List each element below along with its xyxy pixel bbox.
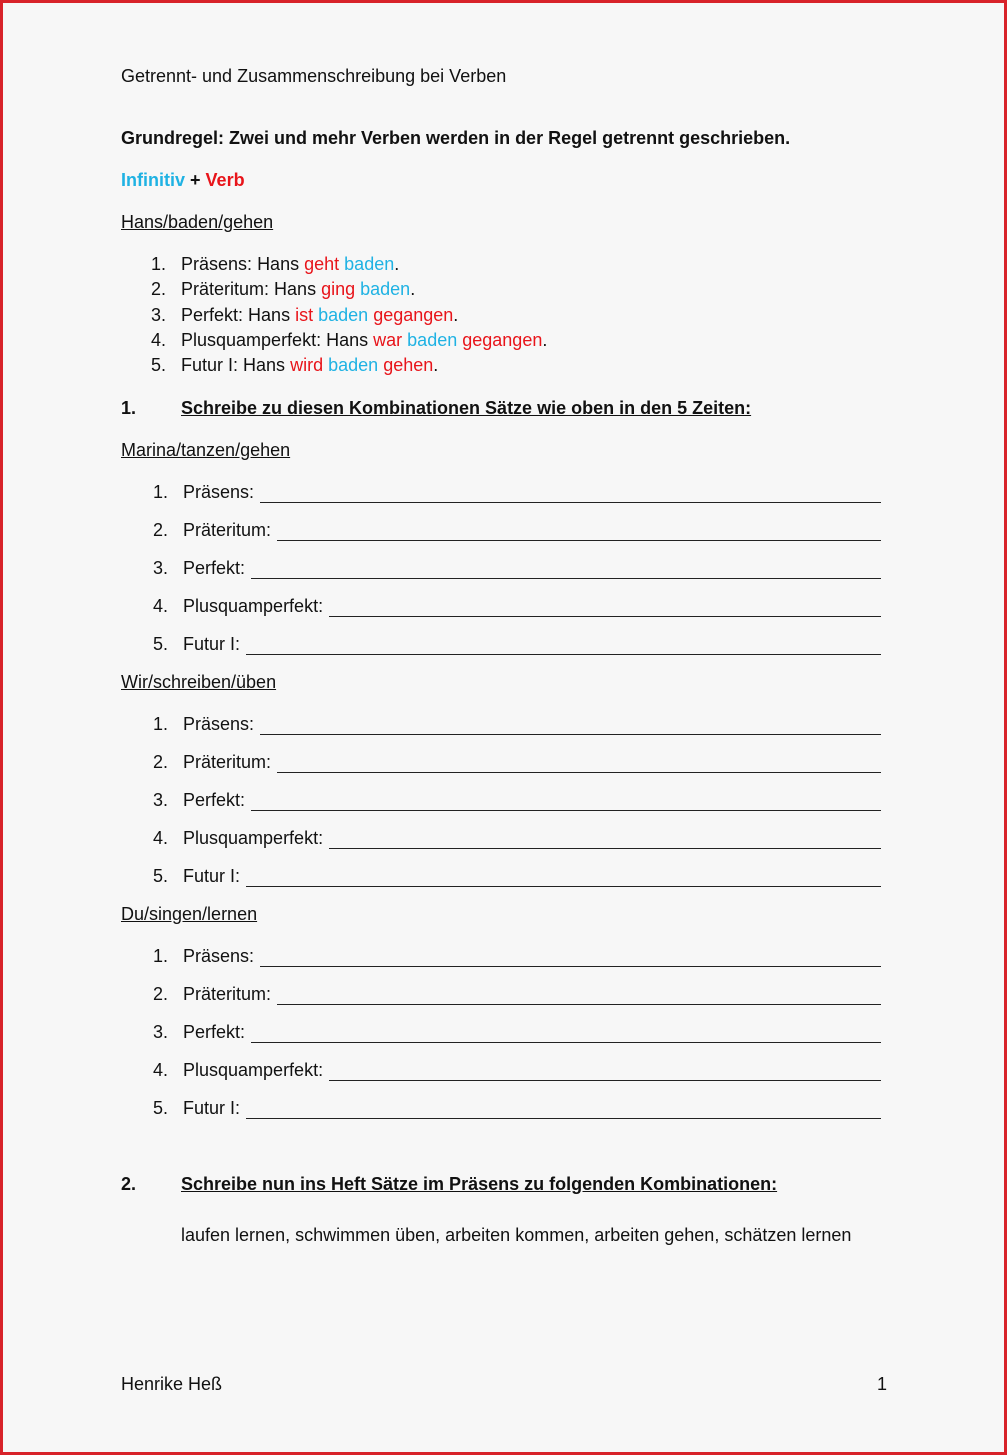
task1-title: Schreibe zu diesen Kombinationen Sätze wie oben in den 5 Zeiten:	[181, 398, 752, 418]
grundregel: Grundregel: Zwei und mehr Verben werden in der Regel getrennt geschrieben.	[121, 128, 791, 148]
example-line-word: ist	[295, 304, 314, 325]
answer-line	[153, 983, 881, 1005]
answer-blank[interactable]	[329, 830, 881, 849]
task1-number: 1.	[121, 398, 137, 418]
answer-line-number: 2.	[153, 520, 169, 540]
answer-line-label: Perfekt:	[183, 790, 246, 810]
example-line-number: 4.	[151, 329, 167, 350]
answer-line-number: 4.	[153, 596, 169, 616]
answer-line	[153, 945, 881, 967]
answer-line-label: Präsens:	[183, 946, 255, 966]
answer-line	[153, 519, 881, 541]
formula	[121, 169, 245, 191]
answer-line-label: Perfekt:	[183, 558, 246, 578]
answer-line-number: 5.	[153, 866, 169, 886]
group-heading: Du/singen/lernen	[121, 904, 258, 924]
answer-line	[153, 789, 881, 811]
answer-blank[interactable]	[260, 948, 881, 967]
example-line-word: gehen	[383, 355, 434, 376]
answer-line-number: 3.	[153, 1022, 169, 1042]
example-line-word: Hans	[274, 279, 317, 300]
example-line	[151, 278, 415, 300]
formula-verb: Verb	[205, 170, 245, 190]
answer-blank[interactable]	[260, 484, 881, 503]
answer-blank[interactable]	[277, 986, 881, 1005]
answer-line-label: Präteritum:	[183, 520, 272, 540]
example-line-word: Hans	[243, 355, 286, 376]
answer-line-number: 4.	[153, 1060, 169, 1080]
answer-line-number: 2.	[153, 752, 169, 772]
answer-line-number: 2.	[153, 984, 169, 1004]
example-line	[151, 329, 547, 351]
example-heading: Hans/baden/gehen	[121, 212, 274, 232]
example-line-word: wird	[290, 355, 324, 376]
answer-line	[153, 1097, 881, 1119]
answer-line	[153, 827, 881, 849]
group-heading: Marina/tanzen/gehen	[121, 440, 291, 460]
answer-line-number: 5.	[153, 1098, 169, 1118]
answer-line	[153, 557, 881, 579]
answer-blank[interactable]	[329, 598, 881, 617]
example-line-number: 1.	[151, 254, 167, 274]
example-line-word: baden	[318, 304, 369, 325]
example-line-word: Hans	[257, 254, 300, 274]
example-line-word: ging	[321, 279, 356, 300]
answer-line-label: Futur I:	[183, 866, 241, 886]
footer-page-number: 1	[877, 1374, 888, 1394]
task2-number: 2.	[121, 1174, 137, 1194]
example-line-number: 5.	[151, 355, 167, 376]
example-line-tense: Futur I:	[181, 355, 239, 376]
example-line-word: baden	[360, 279, 411, 300]
answer-line	[153, 865, 881, 887]
example-line-word: .	[542, 329, 548, 350]
answer-line-label: Plusquamperfekt:	[183, 596, 324, 616]
answer-line-number: 3.	[153, 790, 169, 810]
example-line-tense: Präsens:	[181, 254, 253, 274]
answer-line-number: 5.	[153, 634, 169, 654]
answer-line-label: Präteritum:	[183, 984, 272, 1004]
example-line-number: 2.	[151, 279, 167, 300]
formula-infinitiv: Infinitiv	[121, 170, 185, 190]
answer-line-number: 1.	[153, 714, 169, 734]
answer-line-label: Futur I:	[183, 634, 241, 654]
example-line-word: war	[373, 329, 403, 350]
answer-blank[interactable]	[260, 716, 881, 735]
example-line-word: baden	[328, 355, 379, 376]
example-line-word: Hans	[248, 304, 291, 325]
example-line-word: Hans	[326, 329, 369, 350]
answer-blank[interactable]	[329, 1062, 881, 1081]
answer-line	[153, 1021, 881, 1043]
example-line-word: .	[453, 304, 459, 325]
answer-line-number: 1.	[153, 946, 169, 966]
example-line-word: baden	[344, 254, 395, 274]
example-line-tense: Perfekt:	[181, 304, 244, 325]
answer-blank[interactable]	[277, 754, 881, 773]
task2-word-list: laufen lernen, schwimmen üben, arbeiten kommen, arbeiten gehen, schätzen lernen	[181, 1225, 852, 1245]
answer-line-number: 1.	[153, 482, 169, 502]
answer-line-label: Perfekt:	[183, 1022, 246, 1042]
example-line-number: 3.	[151, 304, 167, 325]
answer-blank[interactable]	[251, 1024, 881, 1043]
group-heading: Wir/schreiben/üben	[121, 672, 277, 692]
answer-line	[153, 633, 881, 655]
example-line	[151, 253, 399, 275]
example-line-word: .	[410, 279, 416, 300]
answer-blank[interactable]	[251, 560, 881, 579]
example-line-tense: Präteritum:	[181, 279, 270, 300]
example-line	[151, 354, 438, 376]
example-line-word: .	[433, 355, 439, 376]
answer-line-label: Präteritum:	[183, 752, 272, 772]
answer-line	[153, 595, 881, 617]
document-title: Getrennt- und Zusammenschreibung bei Verben	[121, 66, 507, 86]
example-line-word: geht	[304, 254, 340, 274]
answer-line-label: Futur I:	[183, 1098, 241, 1118]
example-line-tense: Plusquamperfekt:	[181, 329, 322, 350]
answer-line	[153, 751, 881, 773]
example-line-word: .	[394, 254, 400, 274]
answer-line-label: Plusquamperfekt:	[183, 1060, 324, 1080]
answer-blank[interactable]	[246, 636, 881, 655]
answer-line-number: 4.	[153, 828, 169, 848]
answer-line-label: Präsens:	[183, 482, 255, 502]
answer-line-label: Präsens:	[183, 714, 255, 734]
answer-blank[interactable]	[246, 1100, 881, 1119]
answer-blank[interactable]	[277, 522, 881, 541]
answer-line-label: Plusquamperfekt:	[183, 828, 324, 848]
example-line-word: baden	[407, 329, 458, 350]
answer-blank[interactable]	[246, 868, 881, 887]
answer-line	[153, 713, 881, 735]
task2-title: Schreibe nun ins Heft Sätze im Präsens zu folgenden Kombinationen:	[181, 1174, 778, 1194]
example-line-word: gegangen	[462, 329, 543, 350]
example-line	[151, 304, 458, 326]
answer-line-number: 3.	[153, 558, 169, 578]
footer-author: Henrike Heß	[121, 1374, 223, 1394]
answer-line	[153, 481, 881, 503]
formula-plus: +	[190, 170, 201, 190]
answer-line	[153, 1059, 881, 1081]
example-line-word: gegangen	[373, 304, 454, 325]
answer-blank[interactable]	[251, 792, 881, 811]
